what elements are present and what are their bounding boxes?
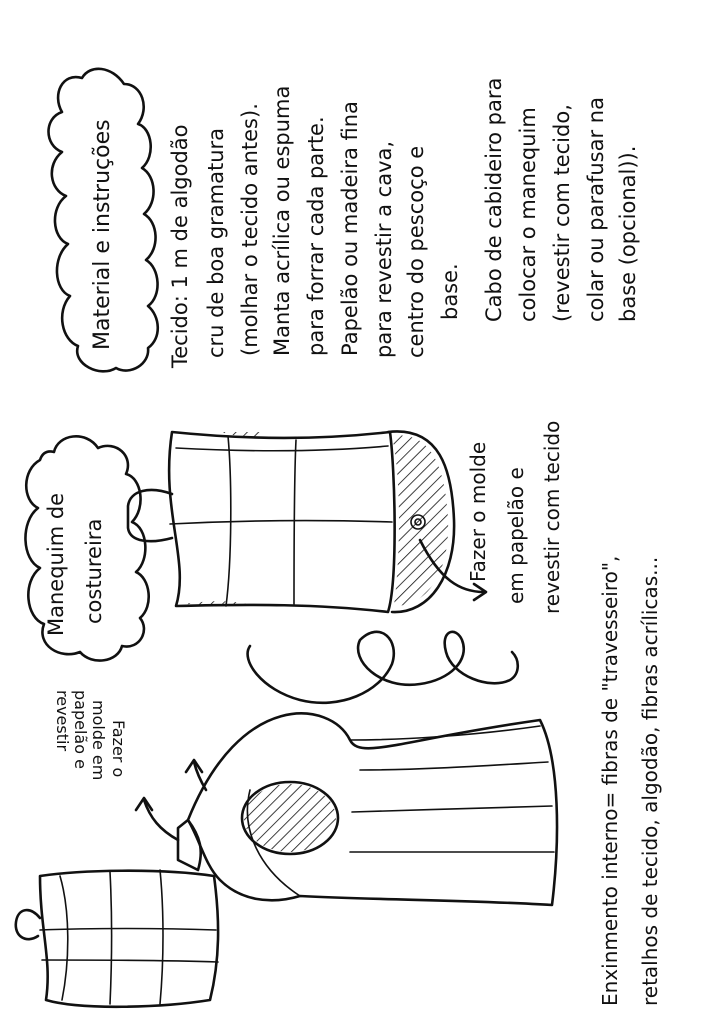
materials-line: colar ou parafusar na (584, 97, 608, 322)
materials-line: Manta acrílica ou espuma (270, 85, 294, 356)
filling-note-line: Enxinmento interno= fibras de "travesseiro", (598, 555, 622, 1006)
manequim-title-line1: Manequim de (44, 492, 68, 636)
side-note-line: revestir (53, 690, 72, 752)
material-title: Material e instruções (90, 119, 115, 350)
side-dress-form (136, 713, 557, 905)
torso-note-line: em papelão e (504, 467, 528, 604)
torso-note-line: Fazer o molde (466, 441, 490, 582)
filling-note-line: retalhos de tecido, algodão, fibras acrílicas... (638, 556, 662, 1006)
materials-line: (molhar o tecido antes). (238, 103, 262, 356)
materials-line: cru de boa gramatura (204, 127, 228, 358)
materials-line: (revestir com tecido, (550, 104, 574, 322)
materials-line: para revestir a cava, (372, 140, 396, 358)
materials-line: para forrar cada parte. (304, 116, 328, 356)
torso-drawing (128, 431, 490, 612)
materials-line: base (opcional)). (616, 145, 640, 322)
manequim-title-line2: costureira (82, 518, 106, 624)
side-note-line: molde em (89, 700, 108, 781)
side-note-line: papelão e (71, 690, 90, 769)
materials-line: Tecido: 1 m de algodão (168, 124, 192, 368)
materials-line: colocar o manequim (516, 107, 540, 322)
small-dress-form (16, 870, 218, 1007)
materials-line: centro do pescoço e (404, 145, 428, 358)
signature (248, 632, 518, 703)
side-note-line: Fazer o (109, 720, 128, 778)
materials-line: base. (438, 263, 462, 320)
torso-note-line: revestir com tecido (540, 420, 564, 614)
materials-line: Cabo de cabideiro para (482, 77, 506, 322)
materials-line: Papelão ou madeira fina (338, 101, 362, 356)
